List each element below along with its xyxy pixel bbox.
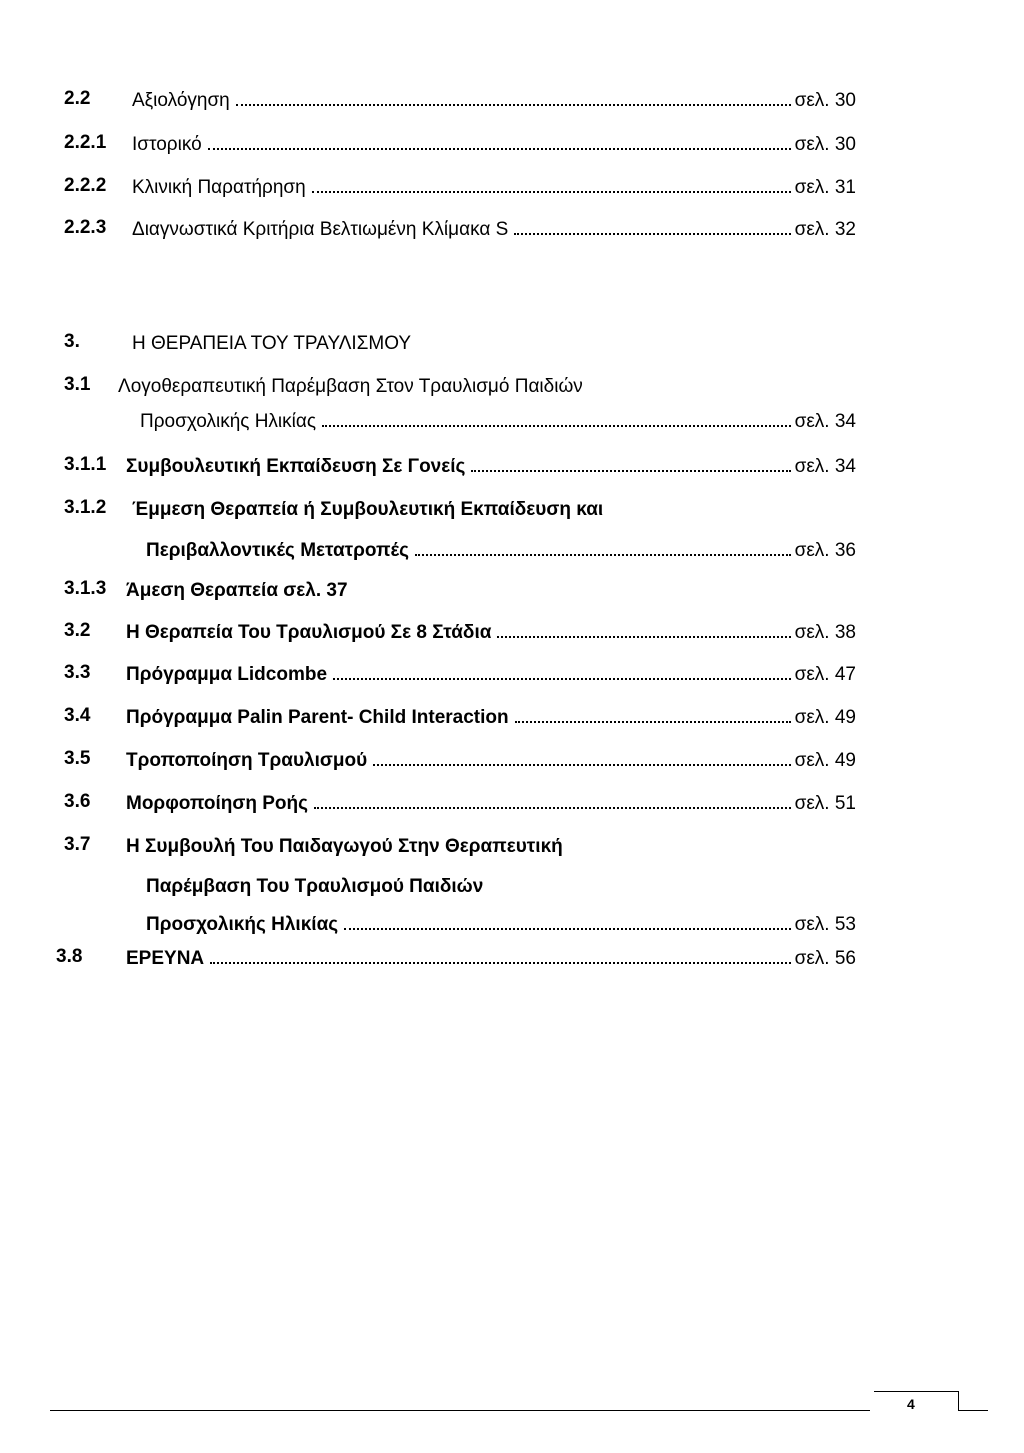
footer-page-box-side (958, 1391, 959, 1410)
toc-entry (64, 660, 856, 686)
footer-rule-tail (958, 1410, 988, 1411)
toc-entry-number: 3.7 (64, 834, 91, 855)
toc-entry-title: Αξιολόγηση (132, 90, 230, 111)
toc-entry (64, 372, 856, 398)
dot-leader (333, 678, 791, 680)
footer-rule (50, 1410, 870, 1411)
toc-entry-title: Πρόγραμμα Palin Parent- Child Interaction (126, 707, 509, 728)
toc-entry-page: σελ. 47 (794, 664, 856, 685)
toc-entry (56, 944, 856, 970)
toc-entry (64, 215, 856, 241)
toc-entry-page: σελ. 38 (794, 622, 856, 643)
toc-entry-title: Η Συμβουλή Του Παιδαγωγού Στην Θεραπευτική (126, 836, 563, 857)
toc-entry-page: σελ. 49 (794, 707, 856, 728)
toc-entry-number: 3.2 (64, 620, 91, 641)
dot-leader (373, 764, 790, 766)
toc-entry-number: 3.1.2 (64, 497, 107, 518)
dot-leader (415, 554, 791, 556)
footer-page-box-top (874, 1391, 959, 1411)
toc-entry-title: Η ΘΕΡΑΠΕΙΑ ΤΟΥ ΤΡΑΥΛΙΣΜΟΥ (132, 333, 412, 354)
toc-entry (64, 173, 856, 199)
toc-entry-title: Πρόγραμμα Lidcombe (126, 664, 328, 685)
toc-entry-page: σελ. 31 (794, 177, 856, 198)
toc-entry-title: Συμβουλευτική Εκπαίδευση Σε Γονείς (126, 456, 466, 477)
toc-entry-number: 2.2.2 (64, 175, 107, 196)
toc-entry (64, 832, 856, 858)
toc-entry-title: Μορφοποίηση Ροής (126, 793, 309, 814)
toc-entry (64, 495, 856, 521)
toc-entry (64, 789, 856, 815)
toc-entry-page: σελ. 34 (794, 411, 856, 432)
toc-entry-title: Η Θεραπεία Του Τραυλισμού Σε 8 Στάδια (126, 622, 492, 643)
toc-entry (64, 872, 856, 898)
toc-entry-page: σελ. 30 (794, 90, 856, 111)
dot-leader (471, 470, 790, 472)
toc-entry-number: 3.8 (56, 946, 83, 967)
toc-entry-number: 3.4 (64, 705, 91, 726)
dot-leader (497, 636, 790, 638)
dot-leader (514, 233, 790, 235)
dot-leader (312, 191, 791, 193)
toc-entry-page: σελ. 32 (794, 219, 856, 240)
toc-entry-page: σελ. 36 (794, 540, 856, 561)
toc-entry-title: Παρέμβαση Του Τραυλισμού Παιδιών (146, 876, 484, 897)
page-number: 4 (907, 1396, 915, 1412)
toc-entry-page: σελ. 49 (794, 750, 856, 771)
toc-entry-title: Προσχολικής Ηλικίας (140, 411, 317, 432)
toc-entry-title: ΕΡΕΥΝΑ (126, 948, 205, 969)
toc-entry-number: 2.2.1 (64, 132, 107, 153)
toc-entry-page: σελ. 53 (794, 914, 856, 935)
toc-entry-number: 3.1 (64, 374, 91, 395)
toc-entry-title: Έμμεση Θεραπεία ή Συμβουλευτική Εκπαίδευση και (132, 499, 604, 520)
toc-entry (64, 86, 856, 112)
toc-entry (64, 130, 856, 156)
toc-entry-number: 3.1.3 (64, 578, 107, 599)
dot-leader (210, 962, 790, 964)
toc-entry-number: 3.5 (64, 748, 91, 769)
toc-entry-title: Λογοθεραπευτική Παρέμβαση Στον Τραυλισμό Παιδιών (118, 376, 583, 397)
toc-entry-number: 3.1.1 (64, 454, 107, 475)
dot-leader (208, 148, 791, 150)
toc-entry (64, 576, 856, 602)
toc-entry (64, 703, 856, 729)
toc-entry-page: σελ. 51 (794, 793, 856, 814)
toc-entry (64, 452, 856, 478)
toc-entry-number: 3.3 (64, 662, 91, 683)
dot-leader (314, 807, 791, 809)
toc-entry-title: Προσχολικής Ηλικίας (146, 914, 339, 935)
toc-entry-title: Ιστορικό (132, 134, 202, 155)
toc-entry (64, 329, 856, 355)
toc-entry-title: Άμεση Θεραπεία σελ. 37 (126, 580, 348, 601)
toc-entry-title: Τροποποίηση Τραυλισμού (126, 750, 368, 771)
dot-leader (236, 104, 791, 106)
toc-entry-page: σελ. 34 (794, 456, 856, 477)
toc-entry-number: 2.2 (64, 88, 91, 109)
toc-entry-title: Διαγνωστικά Κριτήρια Βελτιωμένη Κλίμακα S (132, 219, 509, 240)
toc-entry (64, 618, 856, 644)
toc-entry-title: Κλινική Παρατήρηση (132, 177, 306, 198)
toc-entry-page: σελ. 56 (794, 948, 856, 969)
toc-entry (64, 746, 856, 772)
toc-entry (64, 910, 856, 936)
dot-leader (515, 721, 791, 723)
toc-entry (64, 407, 856, 433)
toc-entry-number: 3. (64, 331, 80, 352)
dot-leader (322, 425, 791, 427)
toc-entry-title: Περιβαλλοντικές Μετατροπές (146, 540, 409, 561)
toc-entry-number: 2.2.3 (64, 217, 107, 238)
toc-entry-number: 3.6 (64, 791, 91, 812)
dot-leader (344, 928, 790, 930)
toc-entry-page: σελ. 30 (794, 134, 856, 155)
toc-entry (64, 536, 856, 562)
